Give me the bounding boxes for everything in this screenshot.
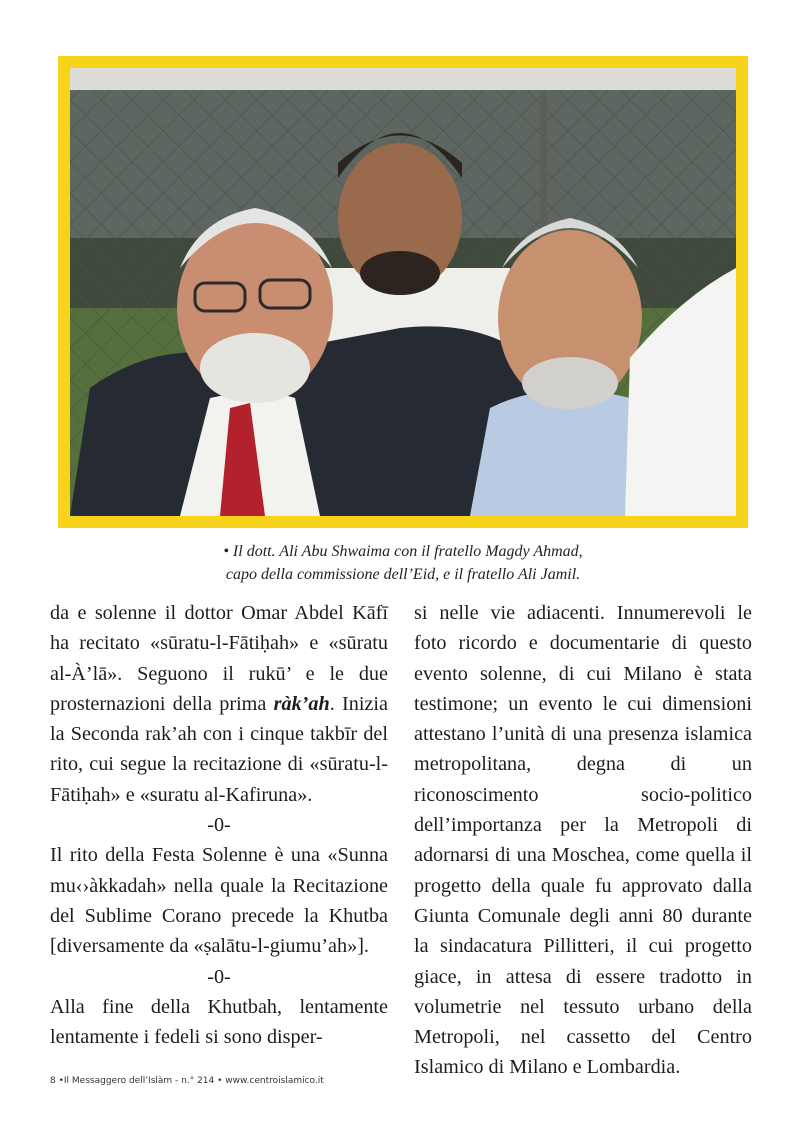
- right-paragraph: si nelle vie adiacenti. Innumerevoli le foto ricordo e documentarie di questo evento solenne, di cui Milano è stata testimone; un evento le cui dimensioni attestano l’unità di una presenza islamica metropolitana, degna di un riconoscimento socio-politico dell’importanza per la Metropoli di adornarsi di una Moschea, come quella il progetto della quale fu approvato dalla Giunta Comunale degli anni 80 durante la sindacatura Pillitteri, il cui progetto giace, in attesa di essere tradotto in volumetrie nel tessuto urbano della Metropoli, nel cassetto del Centro Islamico di Milano e Lombardia.: [414, 602, 752, 1079]
- separator-1: -0-: [207, 814, 231, 837]
- right-column: [414, 598, 752, 1083]
- paragraph-2: Il rito della Festa Solenne è una «Sunna mu‹›àkkadah» nella quale la Recitazione del Sublime Corano precede la Khutba [diversamente da «ṣalātu-l-giumu’ah»].: [50, 844, 388, 958]
- page-footer: 8 •Il Messaggero dell’Islàm - n.° 214 • www.centroislamico.it: [50, 1076, 324, 1086]
- paragraph-1: [50, 598, 388, 810]
- caption-line-1: • Il dott. Ali Abu Shwaima con il fratello Magdy Ahmad,: [223, 543, 583, 560]
- emphasis-rakah: ràk’ah: [273, 692, 330, 715]
- event-photo: [70, 68, 736, 516]
- photo-frame: [58, 56, 748, 528]
- paragraph-3: Alla fine della Khutbah, lentamente lentamente i fedeli si sono disper-: [50, 995, 388, 1049]
- paragraph-1-end: . Inizia la Seconda rak’ah con i cinque takbīr del rito, cui segue la recitazione di «sūratu-l-Fātiḥah» e «suratu al-Kafiruna».: [50, 692, 388, 806]
- paragraph-1-start: da e solenne il dottor Omar Abdel Kāfī ha recitato «sūratu-l-Fātiḥah» e «sūratu al-À’lā». Seguono il rukū’ e le due prosternazioni della prima: [50, 602, 388, 715]
- caption-line-2: capo della commissione dell’Eid, e il fratello Ali Jamil.: [225, 566, 581, 583]
- left-column: [50, 598, 388, 1052]
- photo-caption: [60, 540, 746, 586]
- separator-2: -0-: [207, 965, 231, 988]
